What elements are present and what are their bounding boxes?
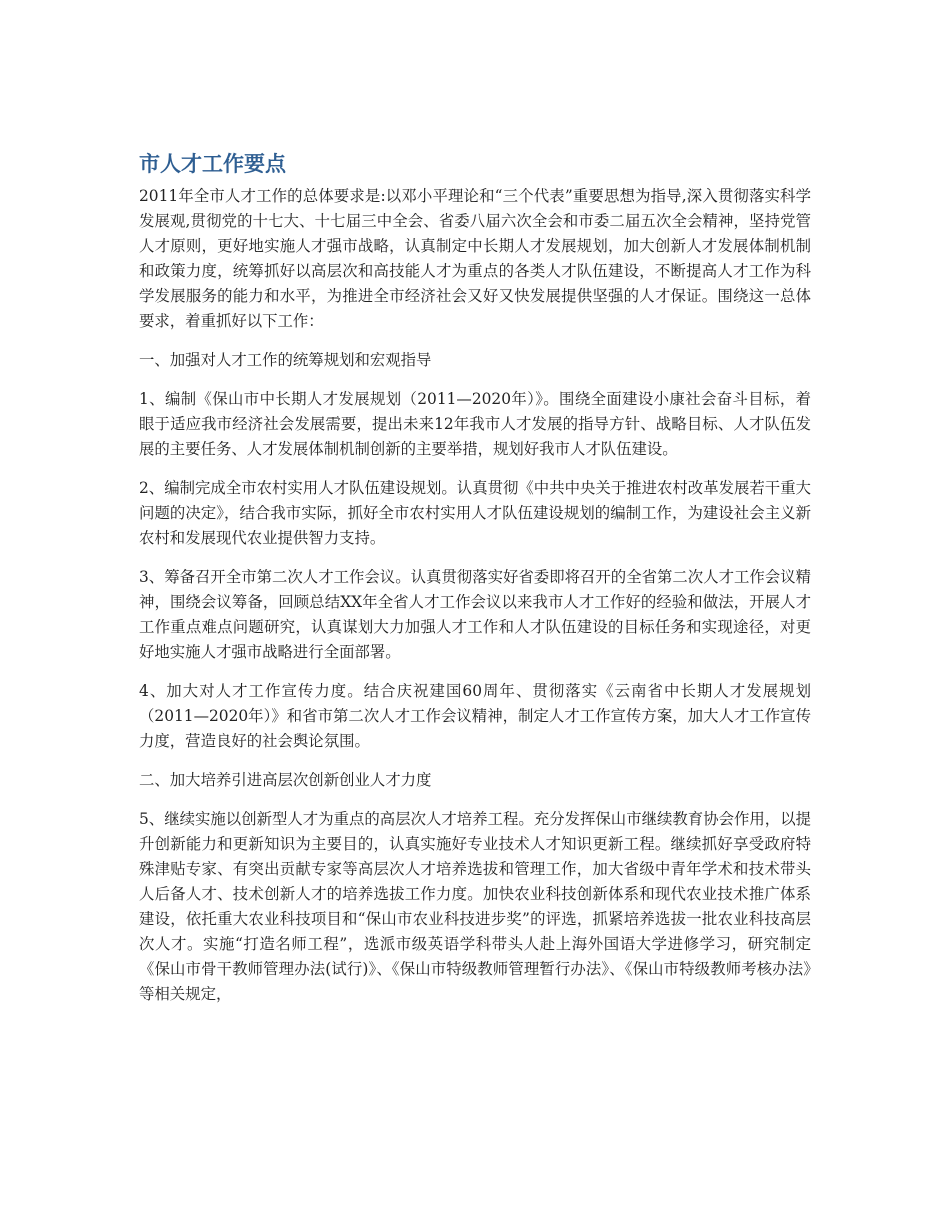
list-item: 4、加大对人才工作宣传力度。结合庆祝建国60周年、贯彻落实《云南省中长期人才发展规划（2011—2020年）》和省市第二次人才工作会议精神，制定人才工作宣传方案，加大人才工作宣传力度，营造良好的社会舆论氛围。	[139, 682, 811, 750]
page-title: 市人才工作要点	[139, 152, 286, 176]
list-item: 2、编制完成全市农村实用人才队伍建设规划。认真贯彻《中共中央关于推进农村改革发展若干重大问题的决定》，结合我市实际，抓好全市农村实用人才队伍建设规划的编制工作，为建设社会主义新农村和发展现代农业提供智力支持。	[139, 479, 811, 547]
section-heading-1: 一、加强对人才工作的统筹规划和宏观指导	[139, 351, 432, 369]
section-heading-2: 二、加大培养引进高层次创新创业人才力度	[139, 771, 432, 789]
list-item: 5、继续实施以创新型人才为重点的高层次人才培养工程。充分发挥保山市继续教育协会作用，以提升创新能力和更新知识为主要目的，认真实施好专业技术人才知识更新工程。继续抓好享受政府特殊津贴专家、有突出贡献专家等高层次人才培养选拔和管理工作，加大省级中青年学术和技术带头人后备人才、技术创新人才的培养选拔工作力度。加快农业科技创新体系和现代农业技术推广体系建设，依托重大农业科技项目和“保山市农业科技进步奖”的评选，抓紧培养选拔一批农业科技高层次人才。实施“打造名师工程”，选派市级英语学科带头人赴上海外国语大学进修学习，研究制定《保山市骨干教师管理办法(试行)》、《保山市特级教师管理暂行办法》、《保山市特级教师考核办法》等相关规定，	[139, 810, 811, 1003]
document-page	[139, 150, 811, 1021]
list-item: 1、编制《保山市中长期人才发展规划（2011—2020年）》。围绕全面建设小康社会奋斗目标，着眼于适应我市经济社会发展需要，提出未来12年我市人才发展的指导方针、战略目标、人才队伍发展的主要任务、人才发展体制机制创新的主要举措，规划好我市人才队伍建设。	[139, 390, 811, 458]
intro-paragraph: 2011年全市人才工作的总体要求是:以邓小平理论和“三个代表”重要思想为指导,深入贯彻落实科学发展观,贯彻党的十七大、十七届三中全会、省委八届六次全会和市委二届五次全会精神，坚持党管人才原则，更好地实施人才强市战略，认真制定中长期人才发展规划，加大创新人才发展体制机制和政策力度，统筹抓好以高层次和高技能人才为重点的各类人才队伍建设，不断提高人才工作为科学发展服务的能力和水平，为推进全市经济社会又好又快发展提供坚强的人才保证。围绕这一总体要求，着重抓好以下工作：	[139, 187, 811, 330]
list-item: 3、筹备召开全市第二次人才工作会议。认真贯彻落实好省委即将召开的全省第二次人才工作会议精神，围绕会议筹备，回顾总结XX年全省人才工作会议以来我市人才工作好的经验和做法，开展人才工作重点难点问题研究，认真谋划大力加强人才工作和人才队伍建设的目标任务和实现途径，对更好地实施人才强市战略进行全面部署。	[139, 568, 811, 661]
